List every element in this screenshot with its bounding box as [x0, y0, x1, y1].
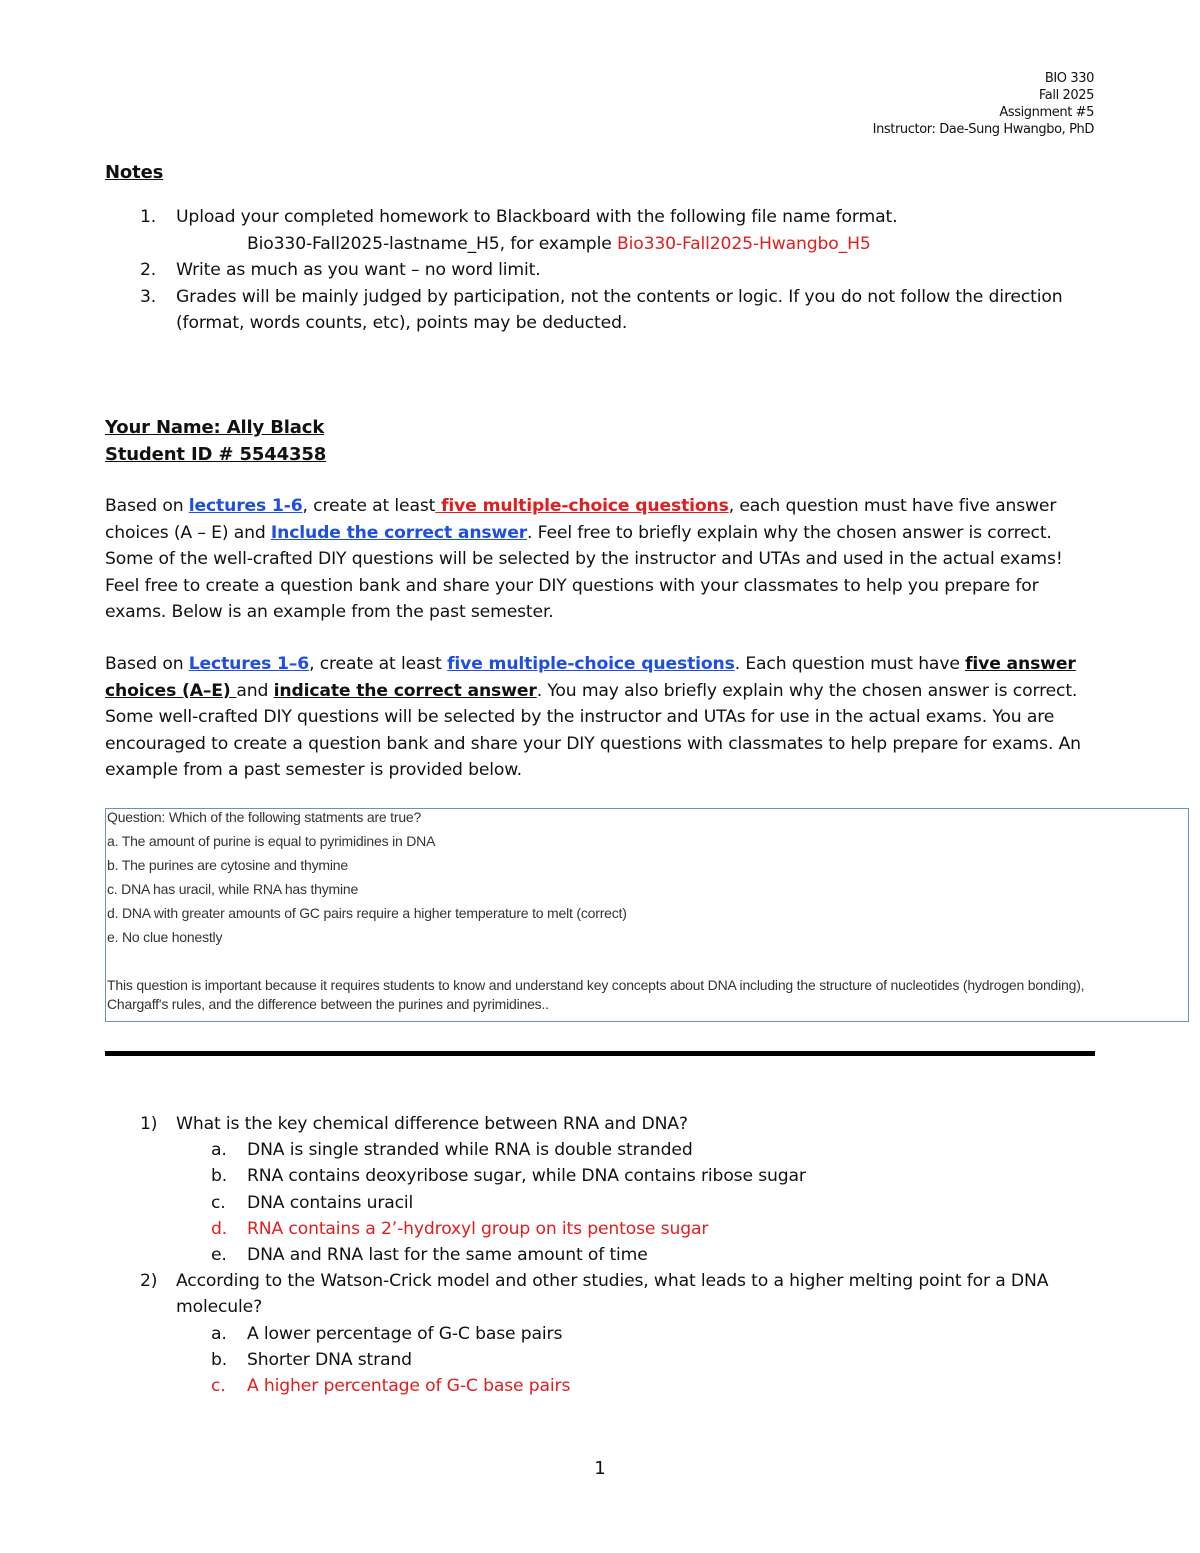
example-line: b. The purines are cytosine and thymine — [107, 857, 348, 873]
notes-item-text: Grades will be mainly judged by participation, not the contents or logic. If you do not follow the direction (format, words counts, etc), points may be deducted. — [176, 286, 1063, 333]
question-text: What is the key chemical difference between RNA and DNA? — [176, 1114, 688, 1134]
option-letter: c. — [211, 1192, 226, 1213]
student-id: Student ID # 5544358 — [105, 444, 327, 465]
page-number: 1 — [594, 1458, 606, 1479]
header-block — [873, 70, 1094, 138]
correct-answer-link[interactable]: Include the correct answer — [270, 522, 528, 543]
notes-item-number: 2. — [140, 260, 157, 280]
text-run: , create at least — [309, 654, 448, 674]
example-line: d. DNA with greater amounts of GC pairs require a higher temperature to melt (correct) — [107, 905, 627, 921]
notes-item-number: 1. — [140, 207, 157, 227]
student-info — [105, 414, 1100, 468]
example-line: This question is important because it requires students to know and understand key concepts about DNA including the structure of nucleotides (hydrogen bonding), — [107, 977, 1085, 993]
text-run: Based on — [105, 496, 189, 516]
answer-option — [176, 1347, 1100, 1373]
option-letter: d. — [211, 1218, 228, 1239]
indicate-answer-emphasis: indicate the correct answer — [273, 680, 537, 701]
file-format-example: Bio330-Fall2025-Hwangbo_H5 — [616, 233, 871, 254]
answer-options — [176, 1321, 1100, 1400]
question-text: According to the Watson-Crick model and other studies, what leads to a higher melting point for a DNA molecule? — [176, 1271, 1049, 1318]
example-question-image — [105, 808, 1189, 1022]
file-format-line — [176, 231, 1100, 258]
notes-item-2 — [105, 257, 1100, 284]
header-course: BIO 330 — [1044, 71, 1094, 86]
answer-option — [176, 1190, 1100, 1216]
example-line: Chargaff's rules, and the difference between the purines and pyrimidines.. — [107, 996, 549, 1012]
correct-answer-option — [176, 1373, 1100, 1399]
five-questions-link[interactable]: five multiple-choice questions — [435, 496, 729, 516]
text-run: . You may also briefly explain why the chosen answer is correct. Some well-crafted DIY questions will be selected by the instructor and UTAs for use in the actual exams. You are encouraged to create a question bank and share your DIY questions with classmates to help prepare for exams. An example from a past semester is provided below. — [105, 680, 1081, 780]
notes-item-1 — [105, 204, 1100, 257]
question-number: 2) — [140, 1271, 158, 1292]
option-text: DNA is single stranded while RNA is double stranded — [247, 1140, 693, 1161]
lectures-link[interactable]: lectures 1-6 — [188, 496, 303, 516]
option-letter: b. — [211, 1349, 228, 1370]
notes-item-number: 3. — [140, 286, 157, 307]
text-run: , create at least — [302, 496, 436, 516]
answer-options — [176, 1137, 1100, 1268]
text-run: and — [236, 680, 274, 701]
instructions-paragraph-1 — [105, 493, 1100, 626]
example-line: Question: Which of the following statments are true? — [107, 809, 422, 825]
header-assignment: Assignment #5 — [999, 105, 1094, 120]
notes-title: Notes — [105, 162, 164, 183]
lectures-link[interactable]: Lectures 1–6 — [188, 654, 310, 674]
option-text: Shorter DNA strand — [247, 1349, 412, 1370]
option-text: RNA contains a 2’-hydroxyl group on its pentose sugar — [247, 1218, 709, 1239]
question-1 — [105, 1111, 1100, 1268]
question-list — [105, 1111, 1100, 1399]
text-run: . Each question must have — [734, 654, 966, 674]
option-text: A lower percentage of G-C base pairs — [247, 1323, 563, 1344]
notes-item-text: Write as much as you want – no word limit. — [176, 260, 541, 280]
option-letter: b. — [211, 1166, 228, 1187]
correct-answer-option — [176, 1216, 1100, 1242]
option-letter: a. — [211, 1140, 227, 1161]
student-name: Your Name: Ally Black — [105, 417, 325, 438]
header-term: Fall 2025 — [1038, 88, 1094, 103]
section-divider — [105, 1051, 1095, 1056]
answer-option — [176, 1137, 1100, 1163]
header-instructor: Instructor: Dae-Sung Hwangbo, PhD — [872, 122, 1094, 137]
question-2 — [105, 1268, 1100, 1399]
five-choices-emphasis: five answer choices (A–E) — [105, 654, 1076, 701]
notes-item-text: Upload your completed homework to Blackboard with the following file name format. — [176, 207, 898, 227]
text-run: . Feel free to briefly explain why the chosen answer is correct. Some of the well-crafted DIY questions will be selected by the instructor and UTAs and used in the actual exams! Feel free to create a question bank and share your DIY questions with your classmates to help you prepare for exams. Below is an example from the past semester. — [105, 522, 1063, 622]
text-run: , each question must have five answer choices (A – E) and — [105, 496, 1057, 543]
example-line: c. DNA has uracil, while RNA has thymine — [107, 881, 359, 897]
answer-option — [176, 1321, 1100, 1347]
question-number: 1) — [140, 1114, 158, 1134]
option-letter: e. — [211, 1245, 227, 1266]
option-letter: c. — [211, 1376, 226, 1397]
option-text: DNA and RNA last for the same amount of time — [247, 1245, 648, 1266]
option-text: A higher percentage of G-C base pairs — [247, 1376, 571, 1397]
answer-option — [176, 1242, 1100, 1268]
example-line: e. No clue honestly — [107, 929, 223, 945]
text-run: Based on — [105, 654, 189, 674]
five-questions-link[interactable]: five multiple-choice questions — [447, 654, 735, 674]
option-text: RNA contains deoxyribose sugar, while DNA contains ribose sugar — [247, 1166, 806, 1187]
file-format-plain: Bio330-Fall2025-lastname_H5, for example — [247, 233, 617, 254]
notes-list — [105, 204, 1100, 337]
notes-item-3 — [105, 284, 1100, 337]
instructions-paragraph-2 — [105, 651, 1100, 784]
answer-option — [176, 1163, 1100, 1189]
option-text: DNA contains uracil — [247, 1192, 414, 1213]
example-line: a. The amount of purine is equal to pyrimidines in DNA — [107, 833, 436, 849]
option-letter: a. — [211, 1323, 227, 1344]
